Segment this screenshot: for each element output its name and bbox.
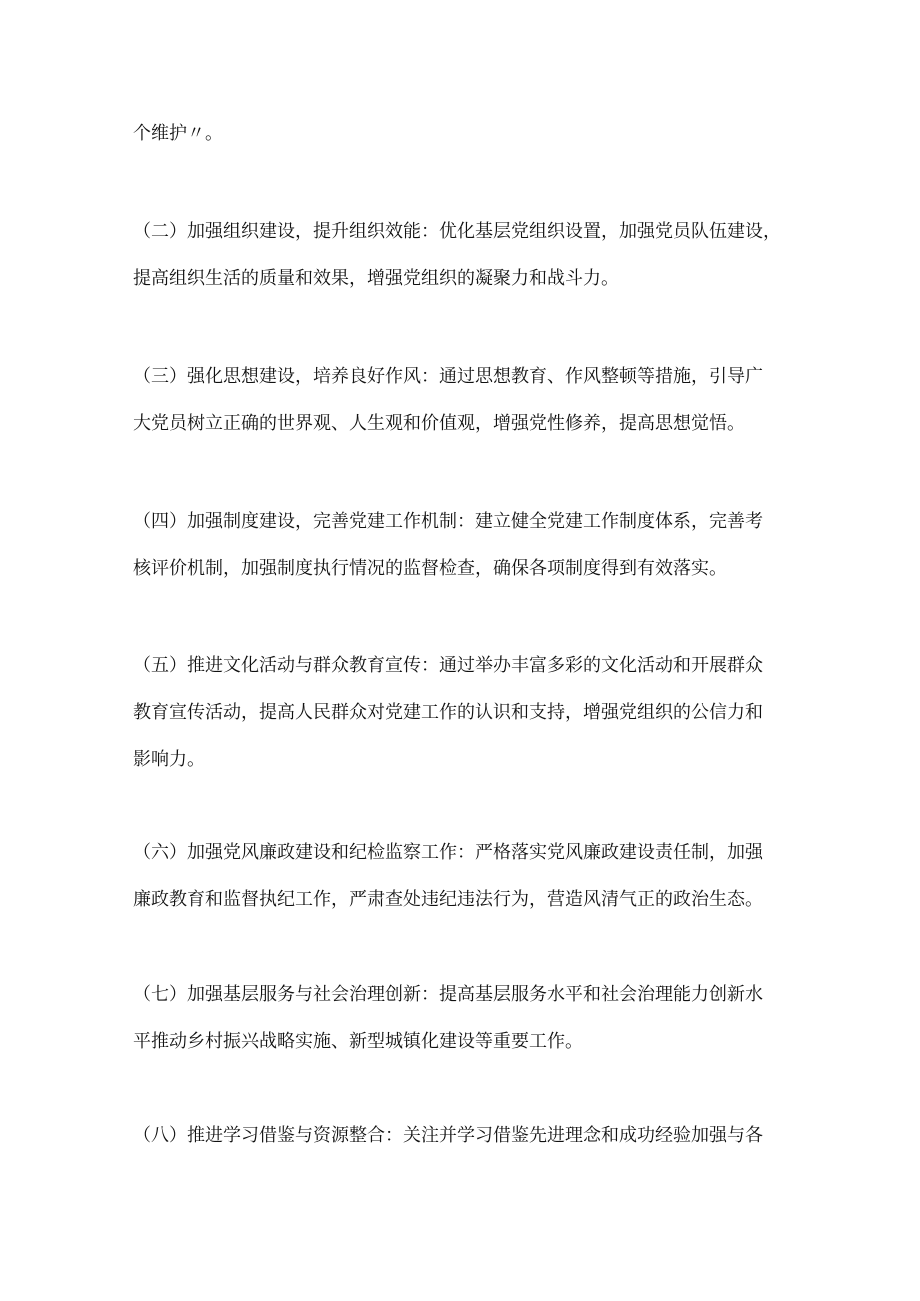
paragraph-6-line-1: （六）加强党风廉政建设和纪检监察工作：严格落实党风廉政建设责任制，加强 [133, 842, 763, 863]
paragraph-5-line-1: （五）推进文化活动与群众教育宣传：通过举办丰富多彩的文化活动和开展群众 [133, 655, 763, 676]
paragraph-2-line-1: （二）加强组织建设，提升组织效能：优化基层党组织设置，加强党员队伍建设， [133, 221, 781, 242]
paragraph-3-line-1: （三）强化思想建设，培养良好作风：通过思想教育、作风整顿等措施，引导广 [133, 366, 763, 387]
paragraph-2-line-2: 提高组织生活的质量和效果，增强党组织的凝聚力和战斗力。 [133, 268, 619, 289]
paragraph-1-line-1: 个维护〃。 [133, 123, 223, 144]
paragraph-5-line-3: 影响力。 [133, 749, 205, 770]
paragraph-8-line-1: （八）推进学习借鉴与资源整合：关注并学习借鉴先进理念和成功经验加强与各 [133, 1125, 763, 1146]
paragraph-7-line-2: 平推动乡村振兴战略实施、新型城镇化建设等重要工作。 [133, 1031, 583, 1052]
paragraph-6-line-2: 廉政教育和监督执纪工作，严肃查处违纪违法行为，营造风清气正的政治生态。 [133, 889, 763, 910]
paragraph-3-line-2: 大党员树立正确的世界观、人生观和价值观，增强党性修养，提高思想觉悟。 [133, 413, 745, 434]
paragraph-4-line-1: （四）加强制度建设，完善党建工作机制：建立健全党建工作制度体系，完善考 [133, 511, 763, 532]
paragraph-7-line-1: （七）加强基层服务与社会治理创新：提高基层服务水平和社会治理能力创新水 [133, 984, 763, 1005]
paragraph-4-line-2: 核评价机制，加强制度执行情况的监督检查，确保各项制度得到有效落实。 [133, 558, 727, 579]
paragraph-5-line-2: 教育宣传活动，提高人民群众对党建工作的认识和支持，增强党组织的公信力和 [133, 702, 763, 723]
